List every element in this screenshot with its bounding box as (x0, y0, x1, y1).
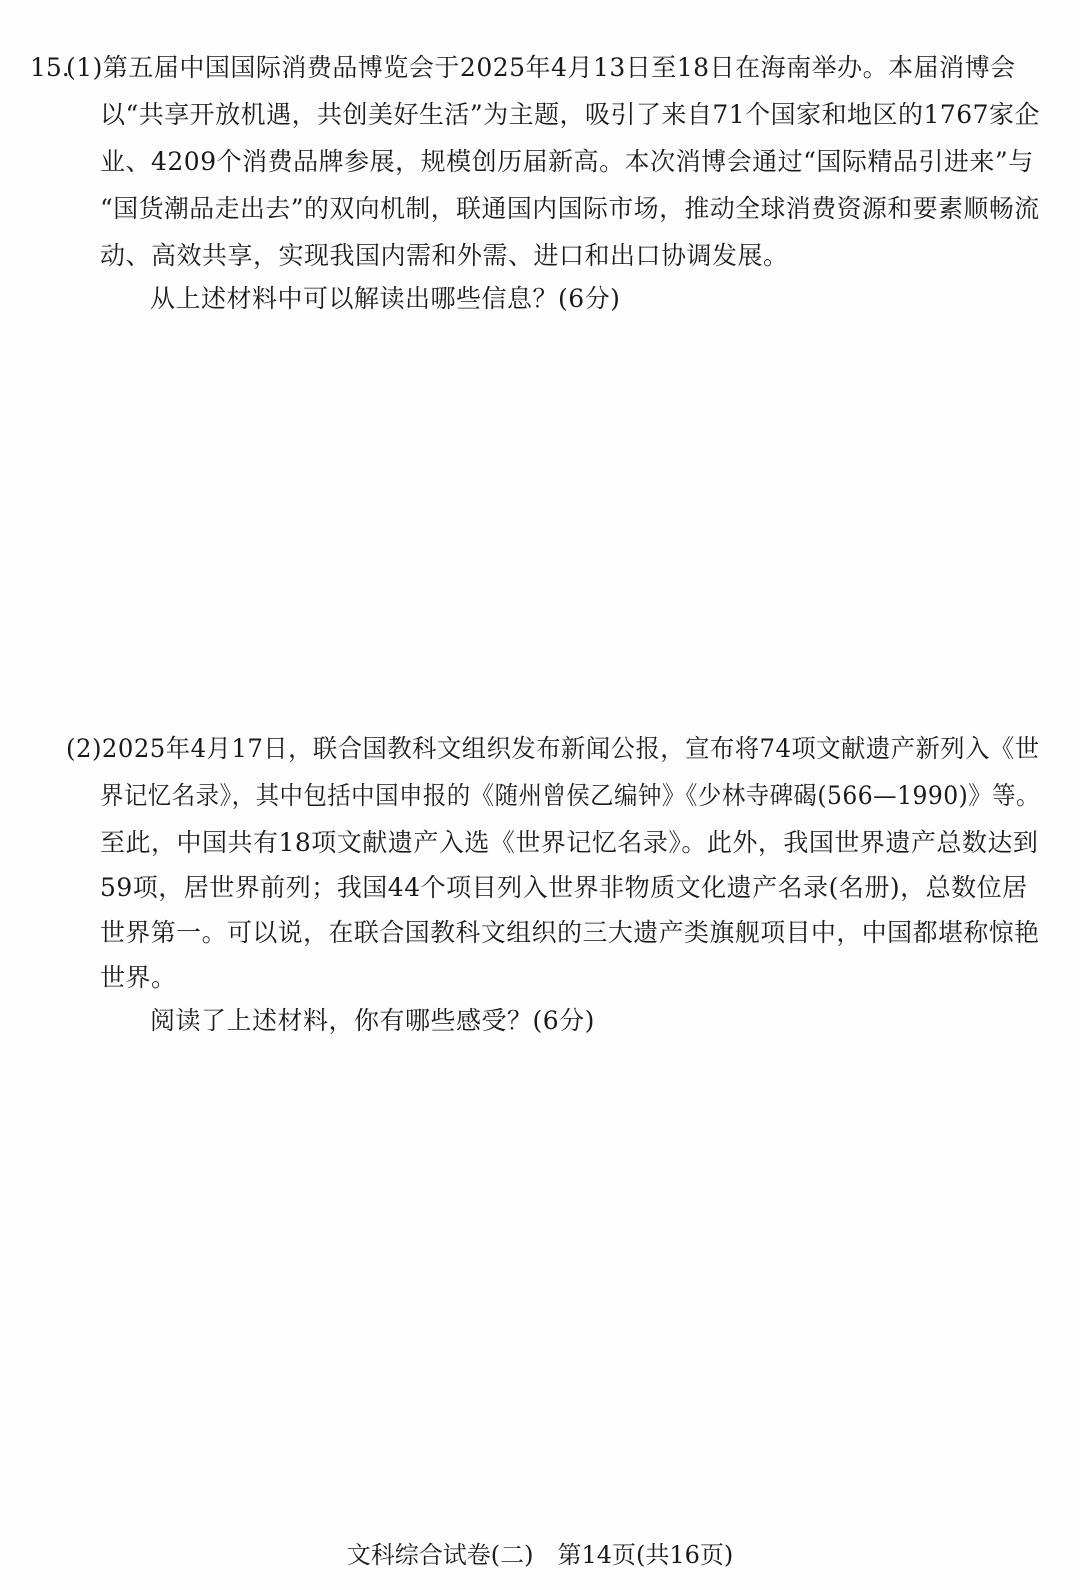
question-number: 15. (30, 53, 70, 82)
part1-prompt: 从上述材料中可以解读出哪些信息？(6分) (150, 284, 621, 313)
part2-line: 至此，中国共有18项文献遗产入选《世界记忆名录》。此外，我国世界遗产总数达到 (100, 828, 1039, 857)
part1-line: “国货潮品走出去”的双向机制，联通国内国际市场，推动全球消费资源和要素顺畅流 (100, 194, 1040, 223)
part2-line: 世界第一。可以说，在联合国教科文组织的三大遗产类旗舰项目中，中国都堪称惊艳 (100, 918, 1040, 947)
part1-line: 业、4209个消费品牌参展，规模创历届新高。本次消博会通过“国际精品引进来”与 (100, 147, 1034, 176)
part1-line: (1)第五届中国国际消费品博览会于2025年4月13日至18日在海南举办。本届消博会 (66, 53, 1016, 82)
page-footer: 文科综合试卷(二) 第14页(共16页) (346, 1541, 734, 1569)
part2-line: 界记忆名录》，其中包括中国申报的《随州曾侯乙编钟》《少林寺碑碣(566—1990)》等。 (100, 781, 1040, 810)
part2-line: 世界。 (100, 963, 177, 992)
part1-line: 动、高效共享，实现我国内需和外需、进口和出口协调发展。 (100, 241, 789, 270)
part2-line: (2)2025年4月17日，联合国教科文组织发布新闻公报，宣布将74项文献遗产新列入《世 (66, 734, 1040, 763)
part2-prompt: 阅读了上述材料，你有哪些感受？(6分) (150, 1006, 595, 1035)
part2-line: 59项，居世界前列；我国44个项目列入世界非物质文化遗产名录(名册)，总数位居 (100, 873, 1028, 902)
part1-line: 以“共享开放机遇，共创美好生活”为主题，吸引了来自71个国家和地区的1767家企 (100, 100, 1040, 129)
